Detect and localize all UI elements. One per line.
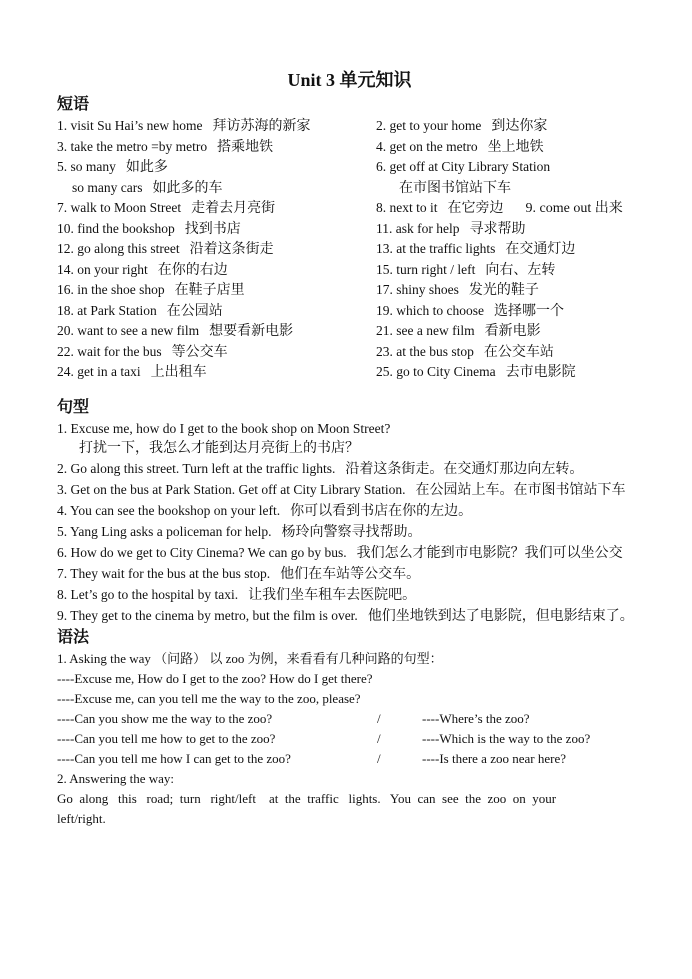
phrase-english: 17. shiny shoes (376, 282, 459, 297)
sentence-chinese: 打扰一下，我怎么才能到达月亮街上的书店？ (79, 440, 359, 456)
phrase-item (57, 219, 376, 240)
grammar-separator: / (377, 750, 381, 766)
sentence-english: 6. How do we get to City Cinema? We can go by bus. (57, 544, 347, 560)
phrase-chinese: 去市电影院 (505, 365, 576, 380)
phrase-item (57, 116, 376, 137)
sentence-item (57, 459, 642, 480)
phrase-english: 22. wait for the bus (57, 343, 162, 359)
phrase-english: 25. go to City Cinema (376, 364, 496, 379)
phrase-english: 24. get in a taxi (57, 364, 141, 379)
grammar-question-line (57, 669, 642, 689)
sentence-chinese: 让我们坐车租车去医院吧。 (248, 587, 417, 603)
phrase-english: 23. at the bus stop (376, 343, 474, 359)
sentence-english: 2. Go along this street. Turn left at the traffic lights. (57, 460, 336, 476)
sentence-item (57, 543, 642, 564)
phrase-chinese: 看新电影 (484, 324, 541, 339)
phrase-english: 19. which to choose (376, 302, 484, 318)
phrase-chinese: 坐上地铁 (487, 139, 544, 155)
phrase-english: 8. next to it (376, 200, 438, 215)
grammar-question-line (57, 749, 642, 769)
grammar-answer-heading: 2. Answering the way: (57, 770, 174, 786)
phrase-item (57, 260, 376, 281)
sentence-item (57, 522, 642, 543)
phrase-english: 6. get off at City Library Station (376, 159, 551, 174)
phrase-chinese: 寻求帮助 (469, 221, 526, 237)
phrase-english: 21. see a new film (376, 323, 475, 338)
phrase-english: 20. want to see a new film (57, 323, 200, 338)
grammar-answer-line: left/right. (57, 810, 106, 826)
phrase-item (57, 239, 376, 260)
sentences-heading: 句型 (57, 398, 90, 416)
sentence-chinese: 你可以看到书店在你的左边。 (290, 503, 473, 519)
sentence-english: 1. Excuse me, how do I get to the book shop on Moon Street? (57, 420, 391, 436)
grammar-intro: 1. Asking the way （问路） 以 zoo 为例，来看看有几种问路的句型： (57, 650, 443, 666)
phrase-english: 1. visit Su Hai’s new home (57, 118, 203, 133)
phrase-item (376, 137, 642, 158)
phrase-item (57, 178, 376, 199)
phrase-item (376, 116, 642, 137)
phrase-item (57, 301, 376, 322)
phrase-english: 5. so many (57, 159, 116, 174)
phrase-english: 2. get to your home (376, 118, 482, 133)
phrase-english: 10. find the bookshop (57, 220, 175, 236)
phrase-english: 14. on your right (57, 261, 148, 277)
sentences-list (57, 419, 642, 627)
sentence-chinese: 他们坐地铁到达了电影院，但电影结束了。 (367, 608, 634, 624)
phrase-english: 12. go along this street (57, 241, 180, 256)
phrase-item (57, 157, 376, 178)
phrase-english: so many cars (72, 179, 143, 195)
phrase-item (57, 342, 376, 363)
phrase-item (57, 362, 376, 383)
sentence-english: 4. You can see the bookshop on your left. (57, 502, 281, 518)
sentence-chinese: 沿着这条街走。在交通灯那边向左转。 (345, 461, 584, 477)
phrase-chinese: 在市图书馆站下车 (399, 180, 511, 196)
phrase-item (376, 157, 642, 178)
phrase-chinese: 选择哪一个 (493, 303, 564, 319)
sentence-chinese: 杨玲向警察寻找帮助。 (281, 524, 422, 540)
phrase-chinese: 沿着这条街走 (189, 242, 274, 257)
phrase-item (376, 178, 642, 199)
phrase-chinese: 搭乘地铁 (217, 139, 274, 155)
phrase-item (376, 280, 642, 301)
grammar-separator: / (377, 730, 381, 746)
phrase-item-extra: 9. come out 出来 (525, 201, 623, 216)
grammar-question-alt: ----Where’s the zoo? (422, 710, 530, 726)
phrase-item (376, 321, 642, 342)
document-page (57, 66, 642, 829)
phrase-chinese: 在公交车站 (483, 344, 554, 360)
phrase-english: 13. at the traffic lights (376, 241, 496, 256)
sentence-english: 7. They wait for the bus at the bus stop. (57, 565, 271, 581)
sentence-english: 3. Get on the bus at Park Station. Get off at City Library Station. (57, 481, 406, 497)
grammar-question-alt: ----Which is the way to the zoo? (422, 730, 591, 746)
grammar-question-list (57, 669, 642, 769)
phrase-english: 7. walk to Moon Street (57, 200, 182, 215)
page-title: Unit 3 单元知识 (287, 70, 412, 90)
sentence-item (57, 585, 642, 606)
phrases-list (57, 116, 642, 383)
phrase-item (57, 321, 376, 342)
phrase-chinese: 走着去月亮街 (191, 201, 276, 216)
grammar-question-line (57, 709, 642, 729)
phrase-item (57, 280, 376, 301)
phrase-chinese: 如此多 (125, 160, 168, 175)
grammar-question: ----Excuse me, can you tell me the way to the zoo, please? (57, 690, 361, 706)
grammar-separator: / (377, 710, 381, 726)
grammar-question-alt: ----Is there a zoo near here? (422, 750, 566, 766)
phrase-item (376, 239, 642, 260)
sentence-chinese: 他们在车站等公交车。 (280, 566, 421, 582)
phrase-chinese: 想要看新电影 (209, 324, 294, 339)
phrase-item (376, 342, 642, 363)
phrase-chinese: 在你的右边 (157, 262, 228, 278)
phrase-chinese: 发光的鞋子 (468, 283, 539, 298)
phrase-english: 4. get on the metro (376, 138, 478, 154)
phrase-chinese: 如此多的车 (152, 180, 223, 196)
grammar-heading: 语法 (57, 628, 90, 646)
grammar-question: ----Can you show me the way to the zoo? (57, 710, 273, 726)
phrase-item (376, 362, 642, 383)
grammar-question: ----Excuse me, How do I get to the zoo? How do I get there? (57, 670, 373, 686)
sentence-item (57, 606, 642, 627)
phrase-english: 11. ask for help (376, 220, 460, 236)
phrase-item (376, 219, 642, 240)
phrase-item (57, 198, 376, 219)
phrase-english: 15. turn right / left (376, 261, 476, 277)
sentence-english: 8. Let’s go to the hospital by taxi. (57, 586, 239, 602)
grammar-question-line (57, 729, 642, 749)
grammar-question: ----Can you tell me how to get to the zoo? (57, 730, 276, 746)
sentence-english: 9. They get to the cinema by metro, but the film is over. (57, 607, 358, 623)
sentence-item (57, 501, 642, 522)
phrase-chinese: 拜访苏海的新家 (212, 119, 311, 134)
sentence-item (57, 419, 642, 459)
phrase-chinese: 向右、左转 (485, 262, 556, 278)
phrase-chinese: 找到书店 (184, 221, 241, 237)
phrase-item (376, 301, 642, 322)
phrase-chinese: 在鞋子店里 (174, 283, 245, 298)
phrase-chinese: 在交通灯边 (505, 242, 576, 257)
grammar-question: ----Can you tell me how I can get to the zoo? (57, 750, 291, 766)
sentence-english: 5. Yang Ling asks a policeman for help. (57, 523, 272, 539)
phrase-english: 18. at Park Station (57, 302, 157, 318)
phrase-chinese: 上出租车 (150, 365, 207, 380)
phrase-chinese: 等公交车 (171, 344, 228, 360)
grammar-question-line (57, 689, 642, 709)
sentence-item (57, 564, 642, 585)
phrase-item (376, 260, 642, 281)
phrase-chinese: 到达你家 (491, 119, 548, 134)
sentence-chinese: 在公园站上车。在市图书馆站下车 (415, 482, 626, 498)
grammar-answer-line: Go along this road; turn right/left at the traffic lights. You can see the zoo on your (57, 790, 557, 806)
phrase-item (376, 198, 642, 219)
phrase-item (57, 137, 376, 158)
phrase-chinese: 在公园站 (166, 303, 223, 319)
phrase-english: 3. take the metro =by metro (57, 138, 208, 154)
sentence-chinese: 我们怎么才能到市电影院？我们可以坐公交 (356, 545, 623, 561)
phrases-heading: 短语 (57, 96, 90, 113)
sentence-item (57, 480, 642, 501)
phrase-english: 16. in the shoe shop (57, 282, 165, 297)
phrase-chinese: 在它旁边 (447, 201, 504, 216)
